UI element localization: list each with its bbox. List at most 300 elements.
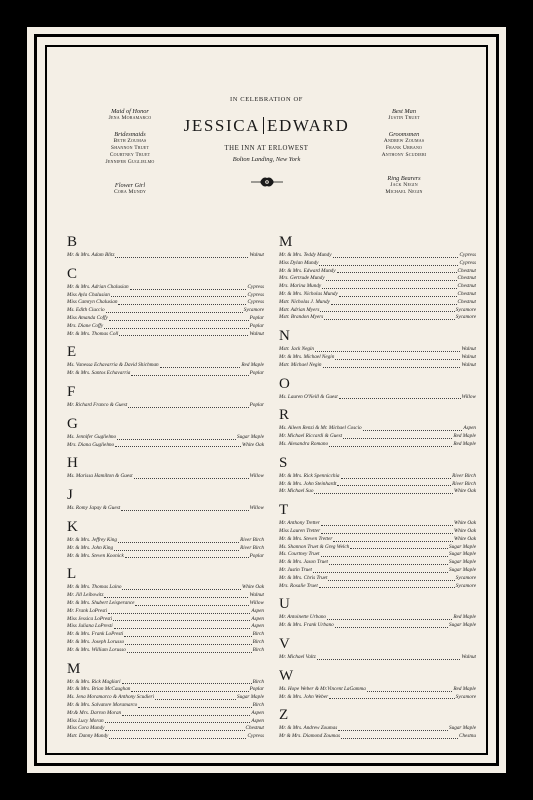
dot-leader [322, 283, 456, 289]
table-name: Chestnut [457, 290, 476, 297]
dot-leader [337, 268, 457, 274]
party-flower-girl: Flower Girl Cora Mundy [113, 182, 147, 195]
guest-row [67, 725, 264, 733]
table-name: Walnut [249, 592, 264, 599]
group-spacer [67, 410, 264, 414]
group-letter: H [67, 455, 78, 472]
guest-name: Ms. Aileen Renzi & Mr. Michael Coscio [279, 425, 362, 432]
guest-row [279, 551, 476, 559]
guest-group [279, 328, 476, 373]
table-name: Chestnu [458, 733, 476, 740]
guest-row [67, 631, 264, 639]
guest-name: Mr. & Mrs. William Lorusso [67, 646, 126, 653]
group-spacer [279, 401, 476, 405]
dot-leader [113, 616, 250, 622]
guest-row [67, 473, 264, 481]
table-name: Sycamore [455, 314, 476, 321]
table-name: Sycamore [455, 306, 476, 313]
table-name: Sugar Maple [449, 566, 476, 573]
table-name: White Oak [453, 488, 476, 495]
party-ring-bearers: Ring Bearers Jack Negin Michael Negin [385, 175, 423, 195]
table-name: Sycamore [455, 574, 476, 581]
guest-row [67, 608, 264, 616]
guest-row [279, 425, 476, 433]
dot-leader [341, 473, 452, 479]
guest-row [279, 614, 476, 622]
guest-name: Mr. Antoinette Urbano [279, 614, 327, 621]
venue-location: Bolton Landing, New York [232, 156, 301, 163]
guest-group [279, 596, 476, 634]
guest-row [67, 362, 264, 370]
group-letter: B [67, 234, 78, 250]
dot-leader [111, 292, 247, 298]
table-name: Birch [252, 701, 264, 708]
table-name: Red Maple [241, 362, 264, 369]
table-name: Chestnut [457, 298, 476, 305]
table-name: River Birch [240, 544, 264, 551]
table-name: Walnut [461, 353, 476, 360]
table-name: Poplar [249, 686, 264, 693]
guest-name: Mr. Frank LoPresti [67, 607, 108, 614]
guest-name: Mr. Michael Suo [279, 488, 314, 495]
dot-leader [118, 537, 239, 543]
dot-leader [321, 528, 453, 534]
guest-row [279, 362, 476, 370]
guest-name: Mr. & Mrs. John Steinhardt [279, 480, 337, 487]
table-name: Chestnut [457, 275, 476, 282]
dot-leader [319, 260, 458, 266]
guest-name: Mr. & Mrs. Edward Mundy [279, 267, 336, 274]
dot-leader [313, 567, 448, 573]
dot-leader [321, 551, 449, 557]
guest-name: Mr. & Mrs. Thomas Coll [67, 330, 119, 337]
group-letter: V [279, 635, 290, 652]
guest-name: Mr. & Mrs. Rick Magliari [67, 678, 121, 685]
group-letter: F [67, 383, 76, 400]
name-divider [263, 117, 264, 134]
group-spacer [67, 513, 264, 517]
guest-name: Mr. & Mrs. Frank LoPresti [67, 631, 124, 638]
guest-name: Mr.& Mrs. Darron Moran [67, 709, 122, 716]
guest-row [279, 433, 476, 441]
table-name: Cypress [247, 733, 264, 740]
guest-row [279, 733, 476, 741]
group-spacer [67, 338, 264, 342]
guest-name: Miss Cora Mundy [67, 725, 105, 732]
table-name: Sycamore [455, 693, 476, 700]
dot-leader [341, 733, 458, 739]
guest-name: Mstr. Michael Negin [279, 361, 322, 368]
guest-name: Miss Amanda Coffy [67, 314, 108, 321]
guest-name: Ms. Jena Moramarco & Anthony Scudieri [67, 694, 155, 701]
group-letter: O [279, 375, 290, 392]
table-name: Aspen [251, 717, 264, 724]
group-spacer [279, 590, 476, 594]
guest-name: Miss Dylan Mundy [279, 259, 319, 266]
guest-name: Mr. & Mrs. Joseph Lorusso [67, 638, 125, 645]
dot-leader [337, 481, 451, 487]
table-name: White Oak [453, 520, 476, 527]
dot-leader [106, 307, 243, 313]
group-letter: T [279, 502, 289, 519]
guest-group [279, 407, 476, 452]
guest-name: Ms. Vanessa Echavarria & David Shichman [67, 362, 159, 369]
dot-leader [155, 694, 236, 700]
guest-name: Mr. & Mrs. John Weber [279, 693, 329, 700]
dot-leader [335, 354, 460, 360]
guest-row [67, 686, 264, 694]
dot-leader [343, 433, 452, 439]
guest-name: Mstr. Nicholas J. Mundy [279, 298, 330, 305]
group-letter: S [279, 454, 288, 471]
guest-group [67, 455, 264, 485]
guest-row [279, 354, 476, 362]
guest-name: Ms. Alexandra Romano [279, 440, 329, 447]
dot-leader [127, 647, 252, 653]
table-name: Sugar Maple [237, 694, 264, 701]
dot-leader [131, 370, 248, 376]
dot-leader [335, 622, 448, 628]
table-name: Poplar [249, 314, 264, 321]
guest-group [279, 376, 476, 406]
dot-leader [333, 252, 459, 258]
venue-name: THE INN AT ERLOWEST [224, 145, 309, 152]
guest-name: Mr. Michael Riccardi & Guest [279, 433, 343, 440]
dot-leader [131, 686, 248, 692]
group-letter: U [279, 596, 290, 613]
table-name: Cypress [459, 259, 476, 266]
guest-row [279, 575, 476, 583]
guest-name: Mr. Michael Valtz [279, 653, 316, 660]
table-name: River Birch [452, 480, 476, 487]
dot-leader [109, 733, 246, 739]
guest-row [279, 654, 476, 662]
guest-row [67, 402, 264, 410]
guest-row [67, 702, 264, 710]
seating-column-left [67, 232, 264, 745]
guest-name: Ms. Marissa Hamilton & Guest [67, 473, 133, 480]
table-name: Sugar Maple [449, 543, 476, 550]
dot-leader [363, 425, 463, 431]
table-name: Walnut [461, 653, 476, 660]
guest-name: Miss Lucy Moran [67, 717, 104, 724]
dot-leader [114, 545, 239, 551]
guest-name: Mrs. Diane Coffy [67, 322, 104, 329]
guest-row [279, 291, 476, 299]
guest-name: Mr. & Mrs. Rick Spennicchia [279, 472, 340, 479]
guest-row [67, 584, 264, 592]
guest-name: Miss Ayla Chalusian [67, 291, 110, 298]
table-name: Red Maple [453, 685, 476, 692]
table-name: Sugar Maple [449, 559, 476, 566]
guest-row [279, 686, 476, 694]
dot-leader [160, 362, 241, 368]
guest-name: Mr. Richard Franco & Guest [67, 401, 128, 408]
guest-row [279, 314, 476, 322]
guest-row [67, 292, 264, 300]
guest-row [279, 252, 476, 260]
dot-leader [115, 252, 248, 258]
guest-row [279, 488, 476, 496]
guest-row [67, 442, 264, 450]
group-spacer [279, 370, 476, 374]
table-name: Red Maple [453, 433, 476, 440]
guest-row [279, 583, 476, 591]
table-name: Red Maple [453, 440, 476, 447]
table-name: White Oak [453, 535, 476, 542]
ornament-icon [251, 174, 283, 190]
guest-name: Mr. & Mrs. Santos Echavarria [67, 370, 131, 377]
party-best-man: Best Man Justin Truet [388, 108, 420, 121]
guest-name: Mr. & Mrs. Teddy Mundy [279, 252, 332, 258]
group-letter: L [67, 566, 77, 583]
guest-row [67, 331, 264, 339]
guest-row [279, 544, 476, 552]
guest-row [279, 481, 476, 489]
dot-leader [327, 614, 452, 620]
dot-leader [122, 710, 250, 716]
dot-leader [367, 686, 452, 692]
table-name: Aspen [251, 615, 264, 622]
guest-name: Mr. & Mrs. Adrian Chalusian [67, 283, 129, 290]
table-name: Sycamore [243, 307, 264, 314]
guest-row [279, 694, 476, 702]
guest-row [67, 710, 264, 718]
group-letter: Z [279, 707, 289, 724]
table-name: Aspen [251, 623, 264, 630]
group-letter: M [67, 660, 81, 677]
guest-name: Mr. & Mrs. Jeffrey King [67, 536, 117, 543]
guest-group [67, 266, 264, 343]
guest-group [67, 519, 264, 564]
group-spacer [67, 560, 264, 564]
guest-row [67, 733, 264, 741]
table-name: Aspen [463, 425, 476, 432]
guest-row [279, 520, 476, 528]
guest-row [67, 284, 264, 292]
guest-group [67, 566, 264, 658]
group-letter: G [67, 415, 78, 432]
guest-name: Ms. Romy Japay & Guest [67, 505, 121, 512]
dot-leader [317, 654, 461, 660]
guest-name: Mr. & Mrs. Thomas Laino [67, 584, 122, 591]
dot-leader [124, 631, 251, 637]
guest-row [67, 252, 264, 260]
guest-row [67, 315, 264, 323]
guest-row [67, 545, 264, 553]
table-name: Willow [249, 505, 264, 512]
guest-row [279, 622, 476, 630]
guest-row [67, 299, 264, 307]
group-spacer [67, 260, 264, 264]
guest-row [279, 473, 476, 481]
guest-name: Mstr. Danny Mundy [67, 733, 109, 740]
guest-name: Mstr. Brandon Myers [279, 314, 324, 321]
guest-row [67, 600, 264, 608]
dot-leader [109, 315, 249, 321]
group-spacer [279, 449, 476, 453]
dot-leader [125, 639, 252, 645]
table-name: Chestnut [245, 725, 264, 732]
dot-leader [319, 583, 455, 589]
dot-leader [321, 520, 453, 526]
table-name: Willow [249, 473, 264, 480]
dot-leader [114, 623, 251, 629]
dot-leader [323, 362, 461, 368]
dot-leader [350, 544, 448, 550]
guest-row [67, 639, 264, 647]
guest-name: Mr. Jill Leibowitz [67, 592, 104, 599]
guest-name: Mr. & Mrs. Andrew Zoumas [279, 725, 338, 732]
group-letter: M [279, 234, 293, 250]
table-name: Willow [461, 393, 476, 400]
dot-leader [104, 323, 248, 329]
guest-name: Ms. Courtney Truet [279, 551, 320, 558]
table-name: Birch [252, 638, 264, 645]
table-name: White Oak [241, 584, 264, 591]
guest-name: Ms. Edith Ciuccio [67, 307, 105, 314]
dot-leader [315, 346, 460, 352]
guest-row [67, 694, 264, 702]
dot-leader [329, 441, 452, 447]
table-name: Aspen [251, 607, 264, 614]
dot-leader [328, 575, 454, 581]
table-name: Poplar [249, 552, 264, 559]
guest-group [67, 344, 264, 382]
guest-row [279, 307, 476, 315]
guest-name: Mr. & Mrs. Adam Blitz [67, 252, 115, 258]
dot-leader [339, 394, 461, 400]
guest-group [67, 487, 264, 517]
guest-name: Mr. & Mrs. Michael Negin [279, 353, 335, 360]
group-letter: R [279, 407, 290, 424]
group-spacer [67, 378, 264, 382]
dot-leader [339, 291, 457, 297]
dot-leader [338, 725, 448, 731]
dot-leader [333, 536, 453, 542]
guest-name: Ms. Lauren O'Neill & Guest [279, 393, 338, 400]
party-maid-of-honor: Maid of Honor Jena Moramarco [108, 108, 152, 121]
guest-row [67, 679, 264, 687]
group-letter: W [279, 667, 294, 684]
guest-name: Miss Camryn Chalusian [67, 299, 118, 306]
guest-row [279, 275, 476, 283]
guest-group [279, 455, 476, 500]
guest-name: Ms. Jennifer Guglielmo [67, 433, 117, 440]
dot-leader [122, 584, 240, 590]
table-name: Birch [252, 631, 264, 638]
table-name: Chestnut [457, 267, 476, 274]
guest-group [279, 502, 476, 594]
group-spacer [67, 449, 264, 453]
dot-leader [119, 331, 248, 337]
dot-leader [122, 679, 252, 685]
guest-name: Mr. & Mrs. Jason Truet [279, 559, 328, 566]
guest-row [67, 592, 264, 600]
guest-name: Mr. & Mrs. Salvatore Moramarco [67, 701, 138, 708]
guest-name: Mr. & Mrs. Frank Urbano [279, 622, 334, 629]
guest-group [67, 384, 264, 414]
table-name: White Oak [241, 441, 264, 448]
dot-leader [105, 725, 244, 731]
dot-leader [130, 284, 247, 290]
dot-leader [320, 307, 454, 313]
guest-name: Mr. & Mrs. Brian McCaughan [67, 686, 131, 693]
guest-row [279, 394, 476, 402]
dot-leader [117, 434, 236, 440]
guest-row [279, 559, 476, 567]
group-spacer [279, 701, 476, 705]
group-spacer [279, 322, 476, 326]
table-name: Sugar Maple [237, 433, 264, 440]
group-spacer [67, 741, 264, 745]
table-name: Poplar [249, 401, 264, 408]
couple-names [180, 116, 353, 136]
guest-name: Mr. & Mrs. Steven Tretter [279, 535, 333, 542]
table-name: Walnut [461, 361, 476, 368]
guest-name: Miss Juliana LoPresti [67, 623, 113, 630]
table-name: Sugar Maple [449, 551, 476, 558]
celebration-line: IN CELEBRATION OF [229, 96, 304, 103]
party-bridesmaids: Bridesmaids Beth Zoumas Shannon Truet Courtney Truet Jennifer Guglielmo [105, 131, 155, 165]
table-name: White Oak [453, 527, 476, 534]
guest-row [67, 647, 264, 655]
table-name: Walnut [249, 252, 264, 258]
table-name: Cypress [247, 291, 264, 298]
group-spacer [279, 741, 476, 745]
guest-row [67, 537, 264, 545]
guest-name: Mrs. Gertrude Mundy [279, 275, 325, 282]
guest-row [67, 307, 264, 315]
table-name: Birch [252, 646, 264, 653]
guest-row [279, 283, 476, 291]
guest-name: Mr. & Mrs. Chris Truet [279, 574, 328, 581]
groom-name: EDWARD [267, 116, 350, 135]
group-spacer [279, 496, 476, 500]
table-name: River Birch [452, 472, 476, 479]
guest-row [279, 346, 476, 354]
guest-name: Mstr. Jack Negin [279, 346, 315, 353]
guest-group [279, 707, 476, 745]
table-name: Birch [252, 678, 264, 685]
seating-column-right [279, 232, 476, 745]
party-groomsmen: Groomsmen Andrew Zoumas Frank Urbano Anthony Scudieri [381, 131, 427, 158]
guest-row [67, 616, 264, 624]
group-letter: J [67, 487, 73, 504]
guest-name: Mrs. Diana Guglielmo [67, 441, 115, 448]
dot-leader [134, 473, 249, 479]
dot-leader [326, 275, 457, 281]
guest-group [279, 636, 476, 666]
guest-row [67, 623, 264, 631]
guest-row [279, 725, 476, 733]
dot-leader [135, 600, 248, 606]
group-letter: K [67, 518, 78, 535]
group-letter: N [279, 328, 290, 345]
guest-name: Mr. Anthony Tretter [279, 520, 320, 527]
group-spacer [279, 630, 476, 634]
table-name: Poplar [249, 370, 264, 377]
dot-leader [329, 694, 455, 700]
guest-name: Mrs. Marina Mundy [279, 283, 322, 290]
dot-leader [121, 505, 248, 511]
table-name: Sugar Maple [449, 725, 476, 732]
group-spacer [67, 481, 264, 485]
guest-name: Miss Lauren Tretter [279, 527, 321, 534]
guest-row [279, 260, 476, 268]
dot-leader [329, 559, 448, 565]
guest-row [67, 323, 264, 331]
